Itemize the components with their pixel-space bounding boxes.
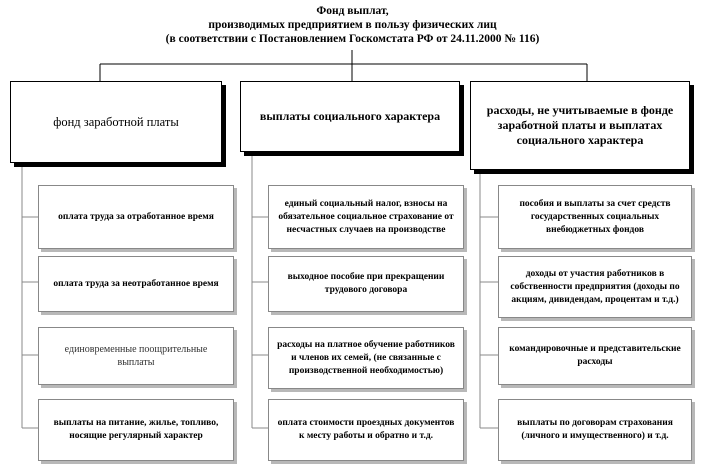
category-other-expenses-label: расходы, не учитываемые в фонде заработной платы и выплатах социального характера xyxy=(486,103,674,147)
item-col2-4-label: оплата стоимости проездных документов к месту работы и обратно и т.д. xyxy=(277,418,455,441)
item-col1-3-label: единовременные поощрительные выплаты xyxy=(64,344,208,368)
item-col1-2 xyxy=(38,256,234,312)
item-col3-3-label: командировочные и представительские расходы xyxy=(509,344,681,367)
item-col2-3-label: расходы на платное обучение работников и членов их семей, (не связанные с производственной необходимостью) xyxy=(277,339,455,376)
item-col2-1-label: единый социальный налог, взносы на обязательное социальное страхование от несчастных случаев на производстве xyxy=(278,198,454,235)
item-col2-1 xyxy=(268,185,464,249)
item-col1-3 xyxy=(38,327,234,385)
category-wage-fund xyxy=(10,81,222,163)
category-social-payments xyxy=(240,81,460,152)
item-col1-4 xyxy=(38,399,234,461)
item-col1-1 xyxy=(38,185,234,249)
title-line-1: Фонд выплат, xyxy=(316,5,389,17)
item-col3-4-label: выплаты по договорам страхования (личного и имущественного) и т.д. xyxy=(517,418,673,441)
title-line-3: (в соответствии с Постановлением Госкомстата РФ от 24.11.2000 № 116) xyxy=(165,33,540,45)
category-wage-fund-label: фонд заработной платы xyxy=(53,114,179,129)
category-social-payments-label: выплаты социального характера xyxy=(259,109,441,123)
item-col1-1-label: оплата труда за отработанное время xyxy=(58,211,214,222)
item-col2-4 xyxy=(268,399,464,461)
item-col3-1-label: пособия и выплаты за счет средств государственных социальных внебюджетных фондов xyxy=(519,198,671,235)
item-col2-2-label: выходное пособие при прекращении трудового договора xyxy=(287,272,445,295)
item-col3-3 xyxy=(498,327,692,385)
item-col1-2-label: оплата труда за неотработанное время xyxy=(53,278,219,289)
category-other-expenses xyxy=(470,81,690,170)
item-col3-1 xyxy=(498,185,692,249)
title-line-2: производимых предприятием в пользу физических лиц xyxy=(208,19,497,31)
item-col2-2 xyxy=(268,256,464,312)
item-col3-4 xyxy=(498,399,692,461)
item-col2-3 xyxy=(268,327,464,389)
item-col3-2-label: доходы от участия работников в собственности предприятия (доходы по акциям, дивидендам, процентам и т.д.) xyxy=(510,268,680,305)
item-col3-2 xyxy=(498,256,692,318)
item-col1-4-label: выплаты на питание, жилье, топливо, носящие регулярный характер xyxy=(53,418,219,441)
